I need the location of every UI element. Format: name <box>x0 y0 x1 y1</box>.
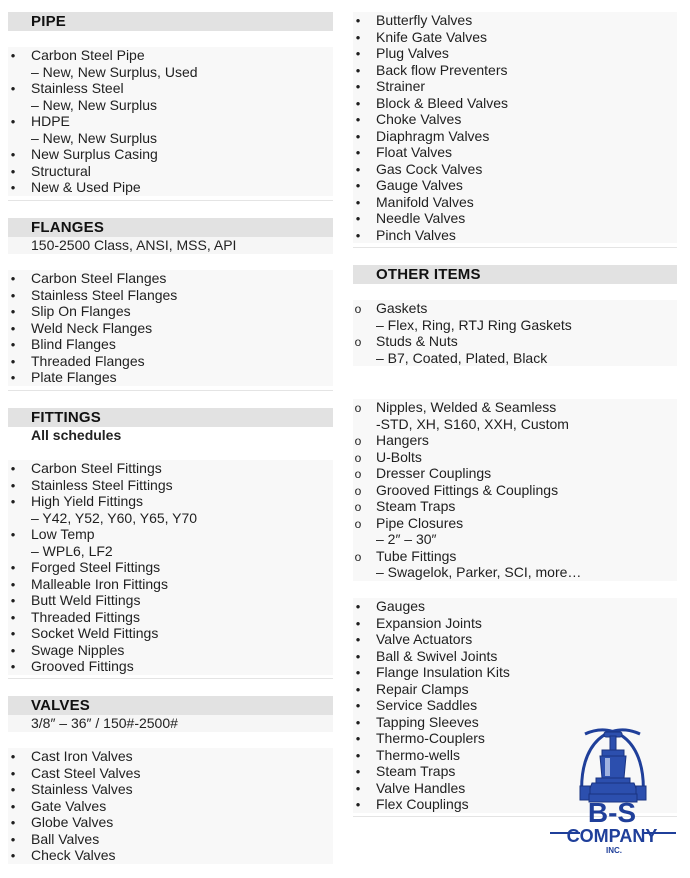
list-item <box>353 482 677 499</box>
list-item <box>8 814 333 831</box>
flanges-list <box>8 270 333 386</box>
list-item-label: Studs & Nuts <box>376 333 458 349</box>
disc-bullet-icon <box>353 714 363 732</box>
disc-bullet-icon <box>353 144 363 162</box>
list-item-label: HDPE <box>31 113 70 129</box>
fittings-heading: FITTINGS <box>8 408 333 427</box>
list-item <box>353 29 677 46</box>
divider <box>8 200 333 201</box>
list-item <box>353 300 677 333</box>
disc-bullet-icon <box>8 814 18 832</box>
circle-bullet-icon <box>353 399 363 417</box>
list-item-label: Thermo-Couplers <box>376 730 485 746</box>
disc-bullet-icon <box>8 336 18 354</box>
circle-bullet-icon <box>353 449 363 467</box>
list-item <box>353 598 677 615</box>
valves-subtitle: 3/8″ – 36″ / 150#-2500# <box>8 715 333 732</box>
list-item-label: Valve Actuators <box>376 631 473 647</box>
list-item <box>353 515 677 548</box>
list-item-label: Threaded Flanges <box>31 352 145 369</box>
list-item <box>8 303 333 320</box>
list-item-label: Stainless Valves <box>31 781 133 797</box>
list-item <box>8 113 333 146</box>
valves-list <box>8 748 333 864</box>
list-item-label: Valve Handles <box>376 779 466 796</box>
list-item-label: Stainless Steel <box>31 80 124 96</box>
list-item <box>8 270 333 287</box>
list-item-note: – WPL6, LF2 <box>31 542 113 559</box>
valves-heading: VALVES <box>8 696 333 715</box>
circle-bullet-icon <box>353 432 363 450</box>
disc-bullet-icon <box>8 320 18 338</box>
list-item-label: Needle Valves <box>376 210 466 226</box>
list-item <box>353 194 677 211</box>
circle-bullet-icon <box>353 515 363 533</box>
disc-bullet-icon <box>353 12 363 30</box>
disc-bullet-icon <box>353 210 363 228</box>
disc-bullet-icon <box>353 194 363 212</box>
disc-bullet-icon <box>8 460 18 478</box>
list-item <box>353 12 677 29</box>
list-item <box>8 765 333 782</box>
list-item <box>353 681 677 698</box>
flanges-subtitle: 150-2500 Class, ANSI, MSS, API <box>8 237 333 254</box>
list-item <box>8 369 333 386</box>
disc-bullet-icon <box>353 227 363 245</box>
circle-bullet-icon <box>353 465 363 483</box>
list-item <box>8 625 333 642</box>
disc-bullet-icon <box>353 615 363 633</box>
list-item-label: Diaphragm Valves <box>376 127 490 144</box>
list-item-label: Pinch Valves <box>376 226 456 243</box>
disc-bullet-icon <box>8 270 18 288</box>
list-item-label: Dresser Couplings <box>376 465 492 481</box>
list-item <box>8 353 333 370</box>
disc-bullet-icon <box>8 369 18 387</box>
list-item-label: Swage Nipples <box>31 641 125 658</box>
disc-bullet-icon <box>8 576 18 594</box>
disc-bullet-icon <box>353 697 363 715</box>
flanges-section <box>8 218 333 254</box>
list-item <box>8 658 333 675</box>
disc-bullet-icon <box>8 477 18 495</box>
list-item-label: Strainer <box>376 78 426 94</box>
disc-bullet-icon <box>8 287 18 305</box>
list-item-label: Plate Flanges <box>31 369 117 385</box>
disc-bullet-icon <box>8 798 18 816</box>
disc-bullet-icon <box>8 146 18 164</box>
list-item-label: Gas Cock Valves <box>376 160 483 177</box>
list-item <box>8 493 333 526</box>
disc-bullet-icon <box>8 831 18 849</box>
list-item-label: Nipples, Welded & Seamless <box>376 399 557 415</box>
disc-bullet-icon <box>353 177 363 195</box>
list-item-label: Gate Valves <box>31 797 107 814</box>
list-item <box>353 664 677 681</box>
flanges-heading: FLANGES <box>8 218 333 237</box>
list-item <box>8 831 333 848</box>
list-item <box>353 615 677 632</box>
list-item-label: Flange Insulation Kits <box>376 664 510 680</box>
disc-bullet-icon <box>8 80 18 98</box>
disc-bullet-icon <box>353 598 363 616</box>
list-item-label: New & Used Pipe <box>31 179 141 195</box>
list-item-label: Stainless Steel Fittings <box>31 476 173 493</box>
list-item <box>353 465 677 482</box>
list-item-label: Knife Gate Valves <box>376 28 488 45</box>
disc-bullet-icon <box>8 658 18 676</box>
logo-text-bs: B-S <box>587 797 637 828</box>
gate-valve-logo-icon <box>540 712 685 862</box>
list-item-label: U-Bolts <box>376 448 422 465</box>
list-item <box>8 609 333 626</box>
valves-list-continued <box>353 12 677 243</box>
fittings-subtitle: All schedules <box>31 427 122 443</box>
list-item-label: Weld Neck Flanges <box>31 319 153 336</box>
list-item-label: Threaded Fittings <box>31 608 140 625</box>
list-item-label: Repair Clamps <box>376 680 469 697</box>
list-item-label: Blind Flanges <box>31 336 116 352</box>
list-item <box>353 177 677 194</box>
disc-bullet-icon <box>8 559 18 577</box>
list-item <box>8 526 333 559</box>
list-item-label: Expansion Joints <box>376 614 482 631</box>
list-item <box>8 781 333 798</box>
list-item-label: Slip On Flanges <box>31 303 131 319</box>
list-item <box>353 111 677 128</box>
list-item <box>353 333 677 366</box>
list-item-label: Choke Valves <box>376 111 462 127</box>
list-item <box>353 128 677 145</box>
list-item-label: Stainless Steel Flanges <box>31 286 178 303</box>
pipe-list <box>8 47 333 196</box>
circle-bullet-icon <box>353 300 363 318</box>
list-item-label: Carbon Steel Pipe <box>31 47 145 63</box>
list-item <box>353 399 677 432</box>
list-item-label: Plug Valves <box>376 45 449 61</box>
list-item <box>353 432 677 449</box>
list-item <box>8 847 333 864</box>
circle-bullet-icon <box>353 548 363 566</box>
disc-bullet-icon <box>8 765 18 783</box>
list-item <box>353 62 677 79</box>
list-item-label: Butt Weld Fittings <box>31 592 141 608</box>
list-item-label: Cast Steel Valves <box>31 764 141 781</box>
disc-bullet-icon <box>8 625 18 643</box>
disc-bullet-icon <box>8 179 18 197</box>
list-item <box>353 45 677 62</box>
list-item-label: Forged Steel Fittings <box>31 559 161 575</box>
list-item-label: Back flow Preventers <box>376 61 508 78</box>
list-item-label: Service Saddles <box>376 697 478 713</box>
disc-bullet-icon <box>8 592 18 610</box>
list-item-label: Steam Traps <box>376 498 456 514</box>
list-item-label: Float Valves <box>376 144 452 160</box>
list-item <box>353 498 677 515</box>
list-item-note: – New, New Surplus <box>31 96 158 113</box>
divider <box>353 247 677 248</box>
list-item-label: Ball & Swivel Joints <box>376 647 498 664</box>
disc-bullet-icon <box>353 45 363 63</box>
fittings-section <box>8 408 333 444</box>
list-item <box>8 80 333 113</box>
list-item <box>353 227 677 244</box>
list-item-note: – Swagelok, Parker, SCI, more… <box>376 564 582 580</box>
pipe-heading: PIPE <box>8 12 333 31</box>
list-item <box>353 648 677 665</box>
list-item-label: Carbon Steel Fittings <box>31 460 162 476</box>
disc-bullet-icon <box>8 353 18 371</box>
disc-bullet-icon <box>8 748 18 766</box>
pipe-section <box>8 12 333 31</box>
divider <box>8 390 333 391</box>
disc-bullet-icon <box>353 78 363 96</box>
disc-bullet-icon <box>8 493 18 511</box>
list-item-note: – New, New Surplus <box>31 129 158 146</box>
list-item <box>8 559 333 576</box>
list-item <box>353 449 677 466</box>
list-item-note: – Flex, Ring, RTJ Ring Gaskets <box>376 316 572 333</box>
list-item-label: Butterfly Valves <box>376 12 473 28</box>
list-item <box>353 161 677 178</box>
list-item-label: Globe Valves <box>31 814 114 830</box>
divider <box>8 678 333 679</box>
list-item-label: Grooved Fittings & Couplings <box>376 481 559 498</box>
list-item-note: – Y42, Y52, Y60, Y65, Y70 <box>31 509 198 526</box>
disc-bullet-icon <box>353 62 363 80</box>
list-item-label: Low Temp <box>31 526 95 542</box>
list-item <box>8 287 333 304</box>
list-item-label: Flex Couplings <box>376 796 469 812</box>
list-item <box>8 336 333 353</box>
company-logo <box>540 712 685 862</box>
list-item-label: Check Valves <box>31 847 116 863</box>
disc-bullet-icon <box>8 113 18 131</box>
list-item-note: – B7, Coated, Plated, Black <box>376 349 548 366</box>
list-item-label: Gaskets <box>376 300 428 316</box>
list-item <box>8 179 333 196</box>
disc-bullet-icon <box>353 747 363 765</box>
list-item <box>353 95 677 112</box>
circle-bullet-icon <box>353 482 363 500</box>
list-item <box>353 210 677 227</box>
list-item <box>8 748 333 765</box>
disc-bullet-icon <box>353 780 363 798</box>
list-item <box>8 47 333 80</box>
disc-bullet-icon <box>353 128 363 146</box>
list-item-note: – 2″ – 30″ <box>376 531 437 547</box>
disc-bullet-icon <box>353 111 363 129</box>
disc-bullet-icon <box>353 796 363 814</box>
list-item-label: Tube Fittings <box>376 547 457 564</box>
disc-bullet-icon <box>353 763 363 781</box>
list-item <box>8 477 333 494</box>
list-item-note: – New, New Surplus, Used <box>31 63 198 80</box>
list-item <box>353 548 677 581</box>
circle-bullet-icon <box>353 498 363 516</box>
list-item-label: Socket Weld Fittings <box>31 625 159 641</box>
disc-bullet-icon <box>353 648 363 666</box>
circle-bullet-icon <box>353 333 363 351</box>
disc-bullet-icon <box>353 664 363 682</box>
disc-bullet-icon <box>353 681 363 699</box>
other-items-section <box>353 265 677 284</box>
list-item-label: Pipe Closures <box>376 514 464 531</box>
list-item-label: New Surplus Casing <box>31 146 158 162</box>
list-item-label: Structural <box>31 162 91 179</box>
list-item-label: Gauges <box>376 598 426 614</box>
logo-text-inc: INC. <box>606 846 622 855</box>
disc-bullet-icon <box>8 47 18 65</box>
list-item-label: Block & Bleed Valves <box>376 94 509 111</box>
list-item-label: Carbon Steel Flanges <box>31 270 167 286</box>
disc-bullet-icon <box>353 95 363 113</box>
disc-bullet-icon <box>353 161 363 179</box>
list-item-label: Gauge Valves <box>376 177 463 193</box>
disc-bullet-icon <box>8 781 18 799</box>
list-item <box>353 631 677 648</box>
fittings-list <box>8 460 333 675</box>
other-items-group-2 <box>353 399 677 581</box>
other-items-group-1 <box>353 300 677 366</box>
list-item <box>8 163 333 180</box>
disc-bullet-icon <box>8 609 18 627</box>
list-item-label: Manifold Valves <box>376 193 474 210</box>
list-item-note: -STD, XH, S160, XXH, Custom <box>376 415 569 432</box>
list-item <box>8 460 333 477</box>
valves-section <box>8 696 333 732</box>
list-item-label: Cast Iron Valves <box>31 748 133 764</box>
logo-text-company: COMPANY <box>566 826 658 846</box>
list-item-label: Thermo-wells <box>376 746 461 763</box>
list-item <box>8 320 333 337</box>
list-item <box>8 576 333 593</box>
list-item <box>353 144 677 161</box>
list-item <box>8 592 333 609</box>
list-item <box>8 642 333 659</box>
list-item-label: Malleable Iron Fittings <box>31 575 168 592</box>
disc-bullet-icon <box>8 163 18 181</box>
disc-bullet-icon <box>8 526 18 544</box>
list-item-label: Hangers <box>376 432 429 448</box>
other-items-heading: OTHER ITEMS <box>353 265 677 284</box>
disc-bullet-icon <box>8 847 18 865</box>
list-item-label: Tapping Sleeves <box>376 713 479 730</box>
disc-bullet-icon <box>353 29 363 47</box>
list-item-label: Steam Traps <box>376 763 456 779</box>
list-item-label: Grooved Fittings <box>31 658 134 674</box>
list-item-label: Ball Valves <box>31 830 100 847</box>
list-item <box>8 798 333 815</box>
list-item-label: High Yield Fittings <box>31 493 144 509</box>
list-item <box>8 146 333 163</box>
disc-bullet-icon <box>353 631 363 649</box>
list-item <box>353 78 677 95</box>
disc-bullet-icon <box>353 730 363 748</box>
disc-bullet-icon <box>8 642 18 660</box>
disc-bullet-icon <box>8 303 18 321</box>
